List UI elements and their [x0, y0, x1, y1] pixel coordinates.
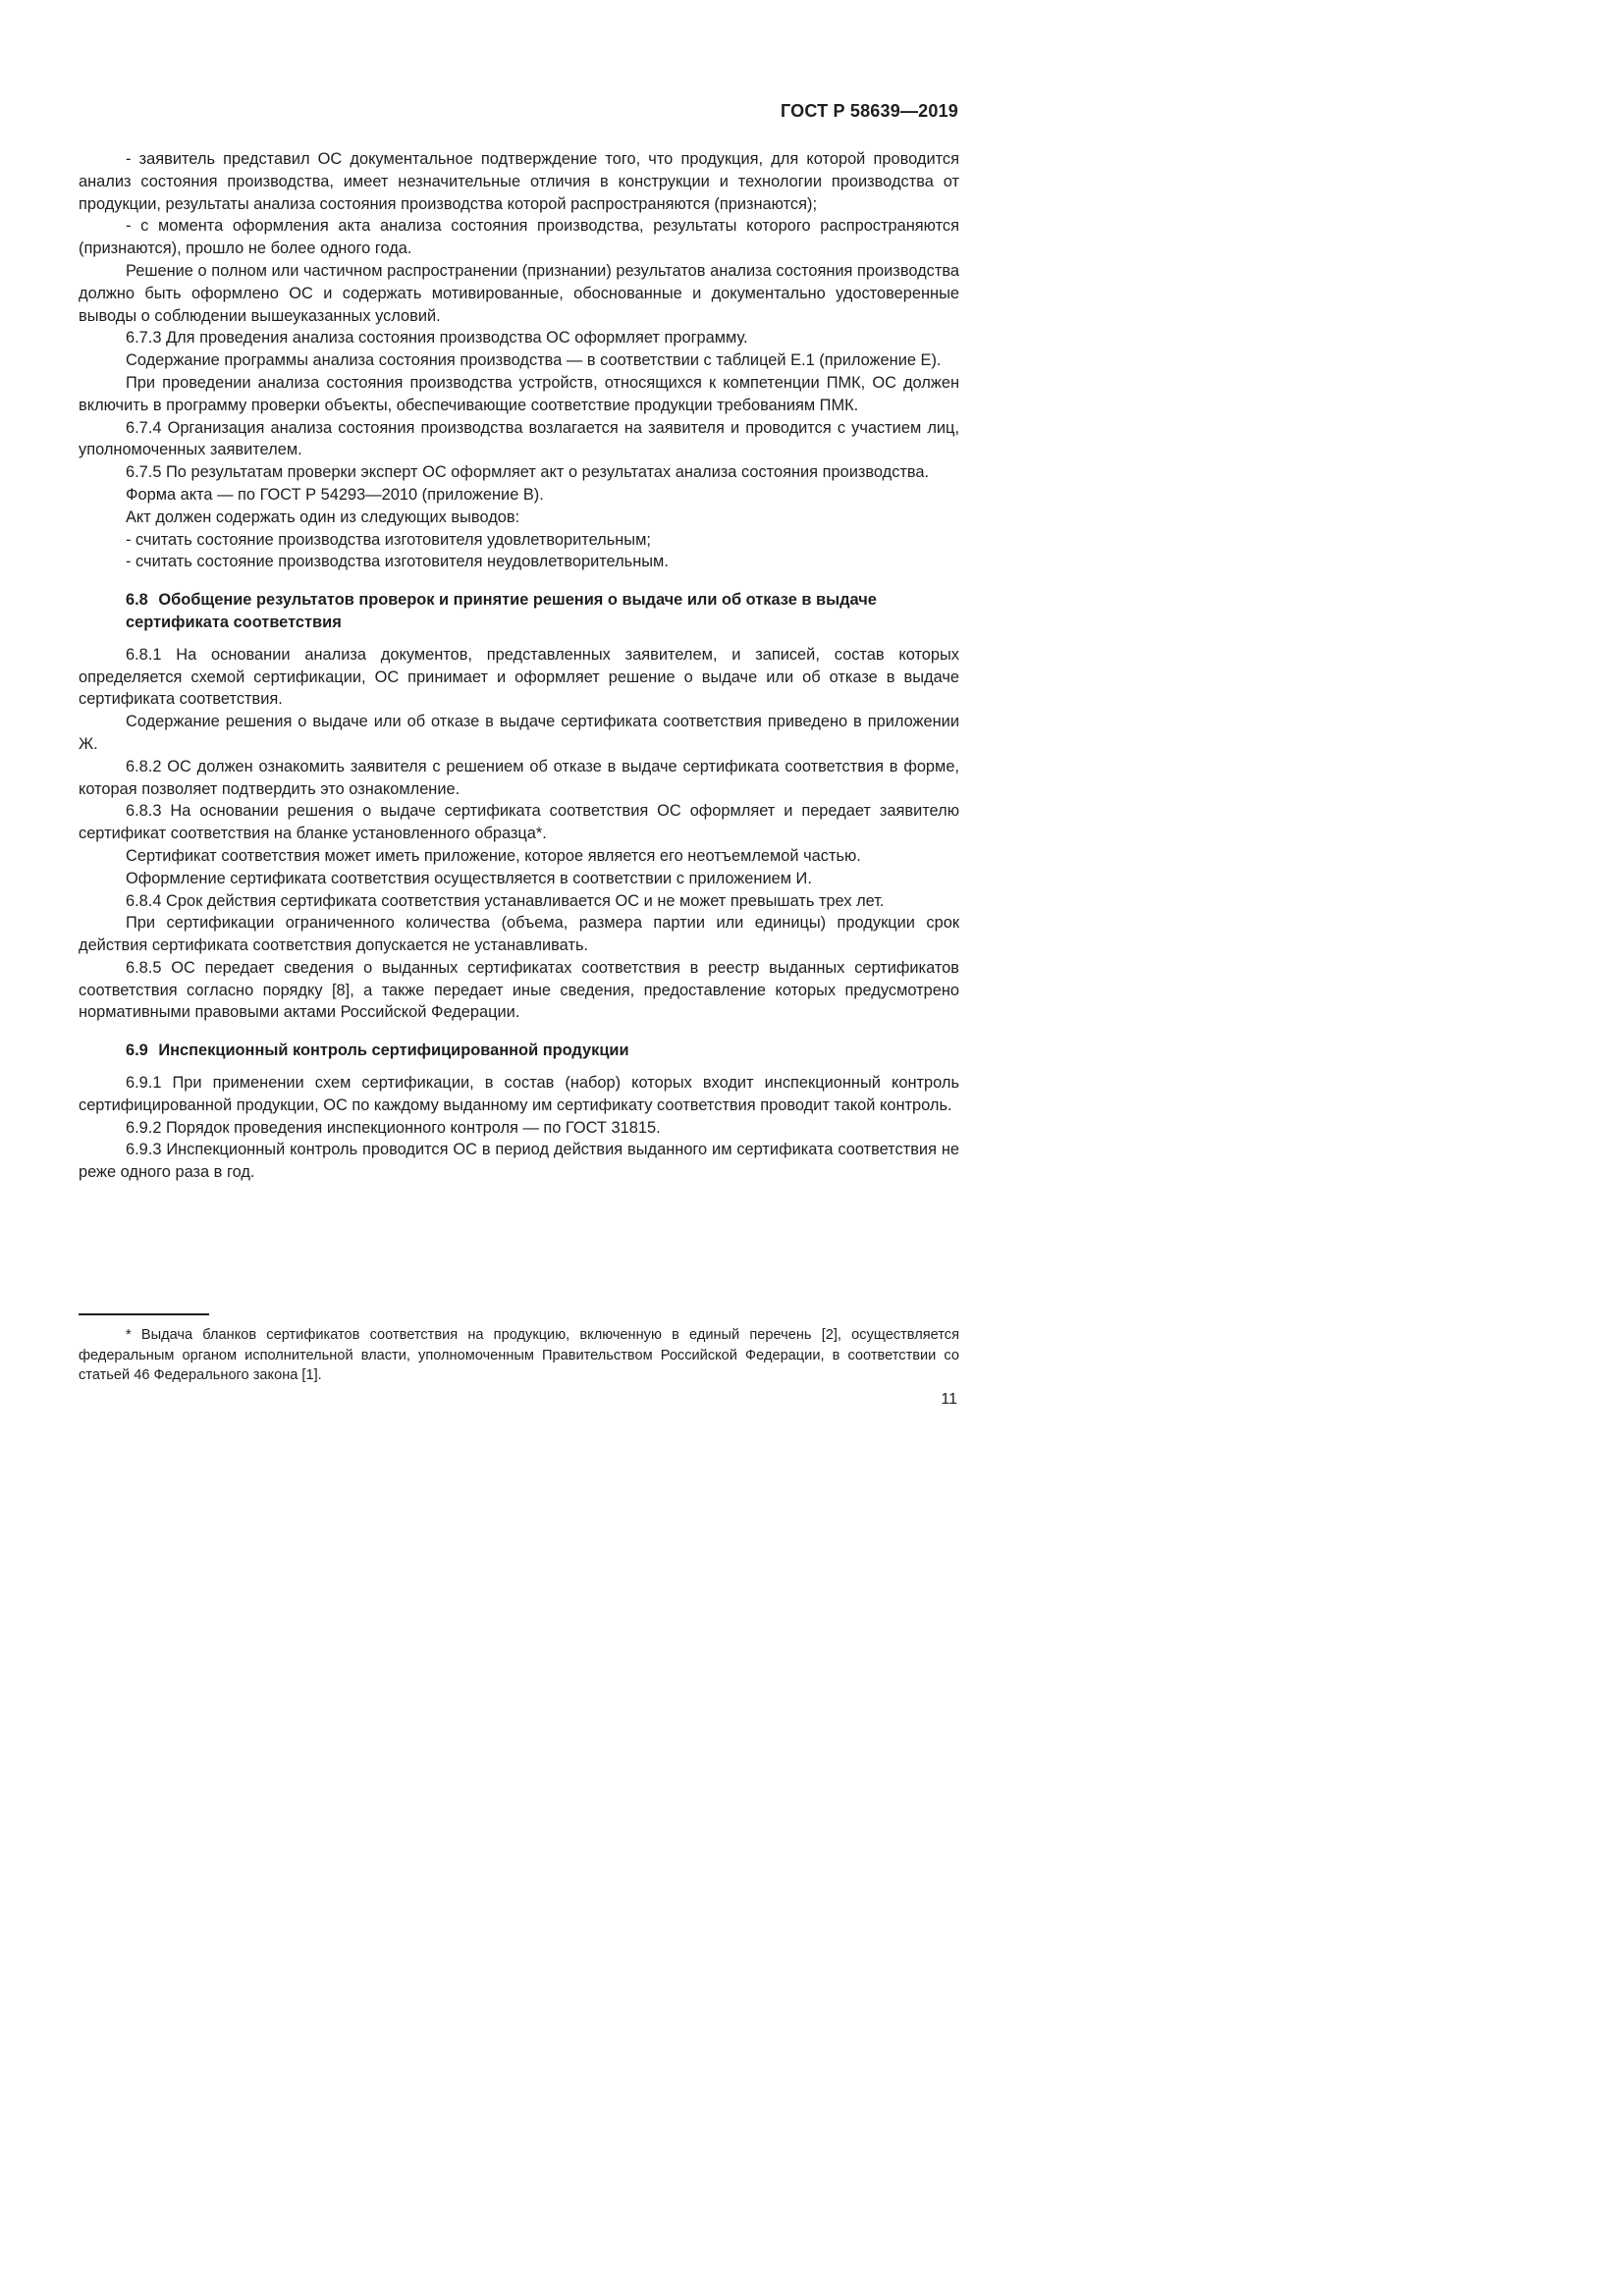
paragraph: 6.8.1 На основании анализа документов, представленных заявителем, и записей, состав которых определяется схемой сертификации, ОС принимает и оформляет решение о выдаче или об отказе в выдаче сертификата соответствия.: [79, 645, 959, 709]
paragraph: Сертификат соответствия может иметь приложение, которое является его неотъемлемой частью.: [126, 846, 861, 865]
paragraph: Оформление сертификата соответствия осуществляется в соответствии с приложением И.: [126, 869, 812, 887]
section-title: Инспекционный контроль сертифицированной продукции: [158, 1041, 629, 1060]
main-text: [79, 148, 959, 1184]
paragraph: 6.8.4 Срок действия сертификата соответствия устанавливается ОС и не может превышать трех лет.: [126, 891, 885, 910]
paragraph: 6.7.5 По результатам проверки эксперт ОС оформляет акт о результатах анализа состояния производства.: [126, 463, 930, 482]
section-number: 6.8: [126, 591, 148, 610]
section-heading-6-8: [79, 589, 959, 634]
footnote: * Выдача бланков сертификатов соответствия на продукцию, включенную в единый перечень [2], осуществляется федеральным органом исполнительной власти, уполномоченным Правительством Российской Федерации, в соответствии со статьей 46 Федерального закона [1].: [79, 1327, 959, 1383]
paragraph: 6.8.5 ОС передает сведения о выданных сертификатах соответствия в реестр выданных сертификатов соответствия согласно порядку [8], а также передает иные сведения, предоставление которых предусмотрено нормативными правовыми актами Российской Федерации.: [79, 958, 959, 1022]
paragraph: При проведении анализа состояния производства устройств, относящихся к компетенции ПМК, ОС должен включить в программу проверки объекты, обеспечивающие соответствие продукции требованиям ПМК.: [79, 373, 959, 414]
paragraph: - заявитель представил ОС документальное подтверждение того, что продукция, для которой проводится анализ состояния производства, имеет незначительные отличия в конструкции и технологии производства от продукции, результаты анализа состояния производства которой распространяются (признаются);: [79, 150, 959, 213]
paragraph: При сертификации ограниченного количества (объема, размера партии или единицы) продукции срок действия сертификата соответствия допускается не устанавливать.: [79, 914, 959, 955]
paragraph: 6.8.3 На основании решения о выдаче сертификата соответствия ОС оформляет и передает заявителю сертификат соответствия на бланке установленного образца*.: [79, 802, 959, 843]
paragraph: 6.7.3 Для проведения анализа состояния производства ОС оформляет программу.: [126, 329, 748, 347]
section-heading-6-9: [79, 1040, 959, 1062]
paragraph: Содержание решения о выдаче или об отказе в выдаче сертификата соответствия приведено в приложении Ж.: [79, 713, 959, 753]
document-code-header: ГОСТ Р 58639—2019: [780, 101, 958, 121]
paragraph: 6.8.2 ОС должен ознакомить заявителя с решением об отказе в выдаче сертификата соответствия в форме, которая позволяет подтвердить это ознакомление.: [79, 757, 959, 798]
paragraph: Содержание программы анализа состояния производства — в соответствии с таблицей Е.1 (приложение Е).: [126, 351, 942, 370]
paragraph: Решение о полном или частичном распространении (признании) результатов анализа состояния производства должно быть оформлено ОС и содержать мотивированные, обоснованные и документально удостоверенные выводы о соблюдении вышеуказанных условий.: [79, 261, 959, 325]
section-number: 6.9: [126, 1041, 148, 1060]
section-title: Обобщение результатов проверок и принятие решения о выдаче или об отказе в выдаче сертификата соответствия: [126, 591, 877, 631]
paragraph: 6.9.1 При применении схем сертификации, в состав (набор) которых входит инспекционный контроль сертифицированной продукции, ОС по каждому выданному им сертификату соответствия проводит такой контроль.: [79, 1074, 959, 1114]
paragraph: - считать состояние производства изготовителя неудовлетворительным.: [126, 553, 669, 571]
paragraph: 6.7.4 Организация анализа состояния производства возлагается на заявителя и проводится с участием лиц, уполномоченных заявителем.: [79, 418, 959, 459]
paragraph: Акт должен содержать один из следующих выводов:: [126, 507, 520, 526]
footnote-separator: [79, 1313, 209, 1315]
paragraph: 6.9.3 Инспекционный контроль проводится ОС в период действия выданного им сертификата соответствия не реже одного раза в год.: [79, 1141, 959, 1182]
page-number: 11: [941, 1391, 957, 1408]
paragraph: - считать состояние производства изготовителя удовлетворительным;: [126, 530, 651, 549]
paragraph: Форма акта — по ГОСТ Р 54293—2010 (приложение В).: [126, 485, 544, 504]
paragraph: 6.9.2 Порядок проведения инспекционного контроля — по ГОСТ 31815.: [126, 1118, 661, 1137]
paragraph: - с момента оформления акта анализа состояния производства, результаты которого распространяются (признаются), прошло не более одного года.: [79, 217, 959, 258]
